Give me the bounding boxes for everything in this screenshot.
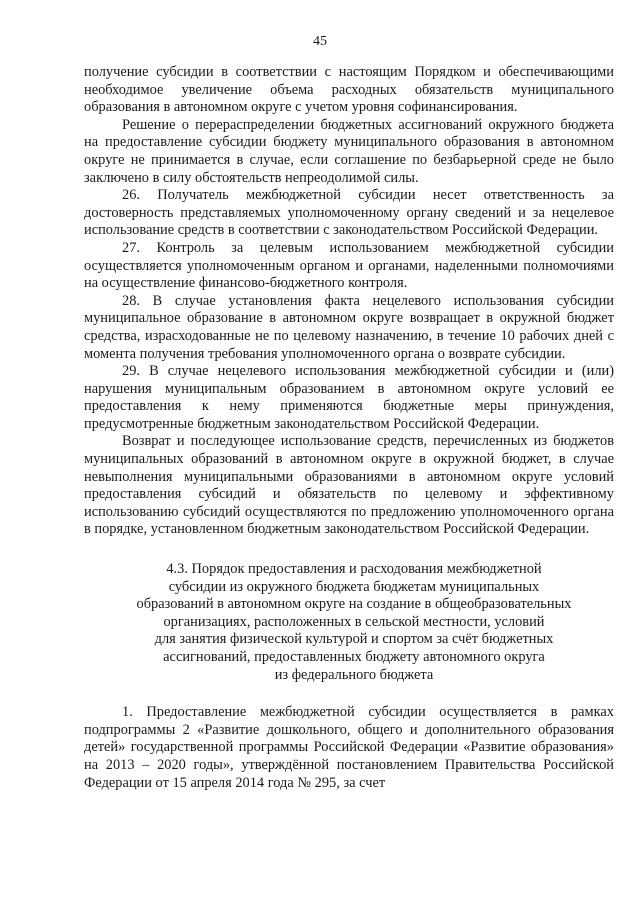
paragraph-continuation: получение субсидии в соответствии с настоящим Порядком и обеспечивающими необходимое увеличение объема расходных обязательств муниципального образования в автономном округе с учетом уровня софинансирования. [84,64,614,116]
heading-line: субсидии из окружного бюджета бюджетам муниципальных [168,578,540,595]
heading-line: организациях, расположенных в сельской местности, условий [163,613,545,630]
heading-line: образований в автономном округе на создание в общеобразовательных [136,596,572,613]
paragraph-item-27: 27. Контроль за целевым использованием межбюджетной субсидии осуществляется уполномоченным органом и органами, наделенными полномочиями на осуществление финансово-бюджетного контроля. [84,239,614,292]
paragraph-item-26: 26. Получатель межбюджетной субсидии несет ответственность за достоверность представляемых уполномоченному органу сведений и за нецелевое использование средств в соответствии с законодательством Российской Федерации. [84,187,614,239]
document-body [84,64,614,792]
paragraph-item-28: 28. В случае установления факта нецелевого использования субсидии муниципальное образование в автономном округе возвращает в окружной бюджет средства, израсходованные не по целевому назначению, в течение 10 рабочих дней с момента получения требования уполномоченного органа о возврате субсидии. [84,292,614,362]
paragraph-redistribution-decision: Решение о перераспределении бюджетных ассигнований окружного бюджета на предоставление субсидии бюджету муниципального образования в автономном округе не принимается в случае, если соглашение по безбарьерной среде не было заключено в силу обстоятельств непреодолимой силы. [84,116,614,186]
section-heading-4-3 [114,561,594,684]
page-number: 45 [313,34,327,49]
heading-line: для занятия физической культурой и спортом за счёт бюджетных [154,631,554,648]
heading-line: из федерального бюджета [274,666,434,683]
heading-line: ассигнований, предоставленных бюджету автономного округа [163,649,545,665]
paragraph-refund: Возврат и последующее использование средств, перечисленных из бюджетов муниципальных образований в автономном округе в окружной бюджет, в случае невыполнения муниципальными образованиями в автономном округе условий предоставления субсидий и обязательств по целевому и эффективному использованию субсидий осуществляются по предложению уполномоченного органа в порядке, установленном бюджетным законодательством Российской Федерации. [84,433,614,538]
paragraph-item-29: 29. В случае нецелевого использования межбюджетной субсидии и (или) нарушения муниципальным образованием в автономном округе условий ее предоставления к нему применяются бюджетные меры принуждения, предусмотренные бюджетным законодательством Российской Федерации. [84,363,614,432]
paragraph-section-item-1: 1. Предоставление межбюджетной субсидии осуществляется в рамках подпрограммы 2 «Развитие дошкольного, общего и дополнительного образования детей» государственной программы Российской Федерации «Развитие образования» на 2013 – 2020 годы», утверждённой постановлением Правительства Российской Федерации от 15 апреля 2014 года № 295, за счет [84,704,614,791]
heading-line: 4.3. Порядок предоставления и расходования межбюджетной [166,561,542,578]
